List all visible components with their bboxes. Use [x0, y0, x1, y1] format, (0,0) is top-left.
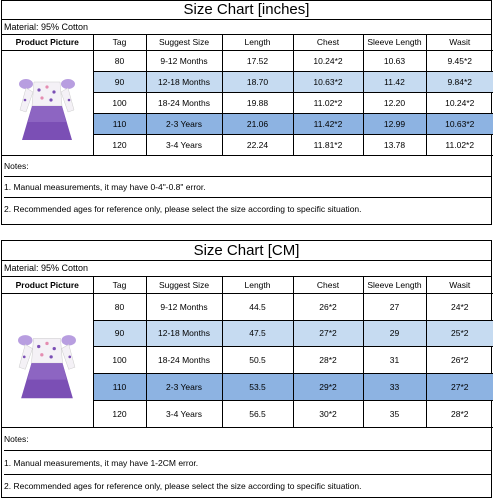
table-cell: 27*2 — [293, 320, 363, 346]
table-cell: 27 — [363, 293, 426, 320]
table-cell: 90 — [93, 71, 146, 92]
note-1: 1. Manual measurements, it may have 0-4"-0.8" error. — [4, 176, 491, 197]
notes-title: Notes: — [4, 160, 29, 171]
table-cell: 21.06 — [222, 113, 293, 134]
header-tag: Tag — [93, 35, 146, 50]
table-cell: 50.5 — [222, 346, 293, 373]
table-cell: 100 — [93, 346, 146, 373]
table-cell: 9-12 Months — [146, 50, 222, 71]
table-cell: 28*2 — [426, 400, 493, 427]
table-cell: 11.42 — [363, 71, 426, 92]
table-cell: 27*2 — [426, 373, 493, 400]
header-length: Length — [222, 277, 293, 293]
header-length: Length — [222, 35, 293, 50]
header-waist: Wasit — [426, 277, 493, 293]
table-cell: 11.02*2 — [426, 134, 493, 155]
table-cell: 3-4 Years — [146, 400, 222, 427]
product-picture — [2, 293, 93, 427]
table-cell: 10.63*2 — [426, 113, 493, 134]
table-cell: 3-4 Years — [146, 134, 222, 155]
notes-section — [2, 156, 491, 219]
table-cell: 31 — [363, 346, 426, 373]
header-chest: Chest — [293, 277, 363, 293]
table-cell: 11.02*2 — [293, 92, 363, 113]
table-cell: 11.81*2 — [293, 134, 363, 155]
table-cell: 9.84*2 — [426, 71, 493, 92]
table-cell: 90 — [93, 320, 146, 346]
table-cell: 110 — [93, 373, 146, 400]
table-cell: 30*2 — [293, 400, 363, 427]
chart-title: Size Chart [CM] — [2, 241, 491, 261]
table-cell: 80 — [93, 50, 146, 71]
header-chest: Chest — [293, 35, 363, 50]
table-cell: 12.99 — [363, 113, 426, 134]
table-cell: 100 — [93, 92, 146, 113]
table-cell: 22.24 — [222, 134, 293, 155]
product-picture — [2, 50, 93, 155]
size-chart-cm — [1, 240, 492, 498]
table-cell: 18-24 Months — [146, 92, 222, 113]
table-cell: 80 — [93, 293, 146, 320]
table-cell: 10.63 — [363, 50, 426, 71]
table-cell: 29*2 — [293, 373, 363, 400]
table-cell: 44.5 — [222, 293, 293, 320]
note-2: 2. Recommended ages for reference only, please select the size according to specific situation. — [4, 474, 491, 496]
notes-title: Notes: — [4, 433, 29, 444]
table-cell: 12.20 — [363, 92, 426, 113]
table-cell: 28*2 — [293, 346, 363, 373]
table-cell: 12-18 Months — [146, 71, 222, 92]
size-chart-inches — [1, 0, 492, 225]
table-row — [2, 50, 493, 71]
table-cell: 33 — [363, 373, 426, 400]
table-cell: 26*2 — [293, 293, 363, 320]
material-label: Material: 95% Cotton — [2, 261, 491, 277]
table-cell: 2-3 Years — [146, 113, 222, 134]
header-product-picture: Product Picture — [2, 35, 93, 50]
note-1: 1. Manual measurements, it may have 1-2CM error. — [4, 450, 491, 474]
table-cell: 11.42*2 — [293, 113, 363, 134]
table-cell: 9.45*2 — [426, 50, 493, 71]
notes-section — [2, 428, 491, 496]
table-cell: 12-18 Months — [146, 320, 222, 346]
table-cell: 120 — [93, 134, 146, 155]
chart-title: Size Chart [inches] — [2, 1, 491, 20]
note-2: 2. Recommended ages for reference only, please select the size according to specific situation. — [4, 197, 491, 219]
table-cell: 35 — [363, 400, 426, 427]
table-cell: 2-3 Years — [146, 373, 222, 400]
header-row — [2, 277, 493, 293]
table-cell: 10.24*2 — [293, 50, 363, 71]
table-cell: 24*2 — [426, 293, 493, 320]
table-cell: 56.5 — [222, 400, 293, 427]
table-cell: 53.5 — [222, 373, 293, 400]
header-product-picture: Product Picture — [2, 277, 93, 293]
size-table — [2, 277, 493, 428]
table-cell: 19.88 — [222, 92, 293, 113]
table-cell: 25*2 — [426, 320, 493, 346]
header-waist: Wasit — [426, 35, 493, 50]
size-table — [2, 35, 493, 156]
header-suggest-size: Suggest Size — [146, 277, 222, 293]
table-cell: 18.70 — [222, 71, 293, 92]
header-suggest-size: Suggest Size — [146, 35, 222, 50]
purple-tutu-dress-icon — [18, 62, 76, 144]
table-cell: 110 — [93, 113, 146, 134]
table-cell: 120 — [93, 400, 146, 427]
table-cell: 26*2 — [426, 346, 493, 373]
table-cell: 9-12 Months — [146, 293, 222, 320]
table-cell: 13.78 — [363, 134, 426, 155]
material-label: Material: 95% Cotton — [2, 20, 491, 35]
table-cell: 47.5 — [222, 320, 293, 346]
header-sleeve-length: Sleeve Length — [363, 35, 426, 50]
header-sleeve-length: Sleeve Length — [363, 277, 426, 293]
purple-tutu-dress-icon — [17, 316, 77, 404]
table-cell: 17.52 — [222, 50, 293, 71]
table-cell: 18-24 Months — [146, 346, 222, 373]
table-row — [2, 293, 493, 320]
header-tag: Tag — [93, 277, 146, 293]
table-cell: 29 — [363, 320, 426, 346]
table-cell: 10.63*2 — [293, 71, 363, 92]
table-cell: 10.24*2 — [426, 92, 493, 113]
header-row — [2, 35, 493, 50]
